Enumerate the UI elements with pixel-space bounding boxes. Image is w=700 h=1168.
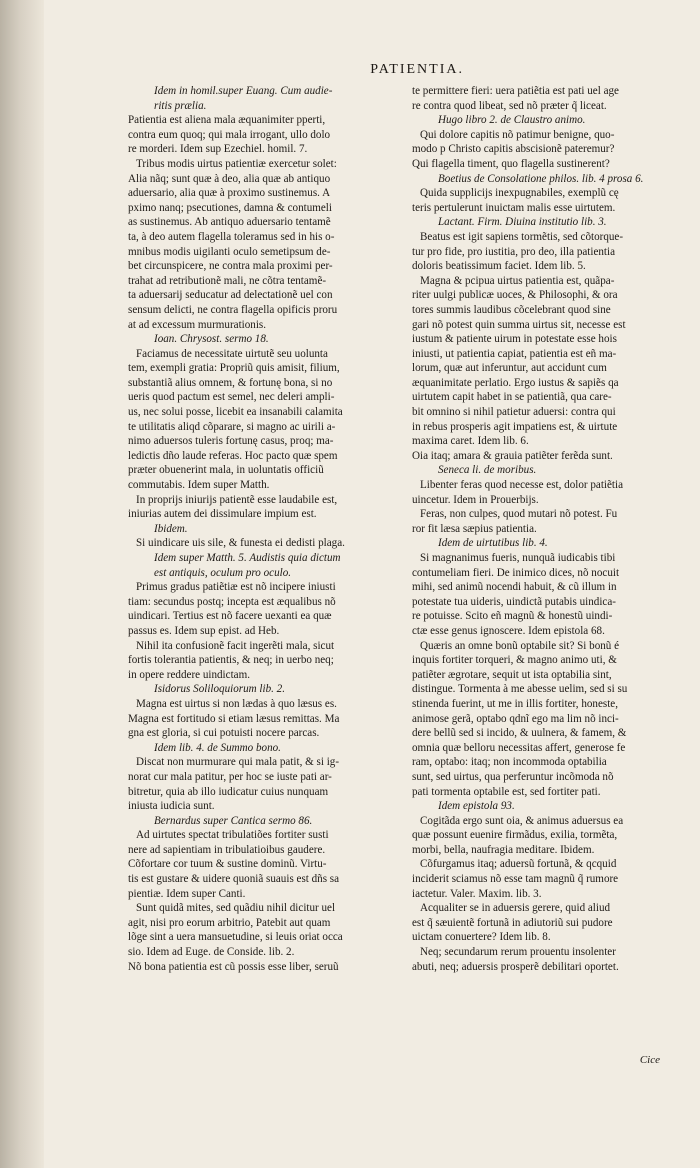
- text-line: omnia quæ belloru necessitas affert, generose fe: [412, 741, 626, 754]
- text-line: modo p Christo capitis abscisionẽ pateremur?: [412, 143, 615, 156]
- text-line: Magna est fortitudo si etiam læsus remittas. Ma: [128, 712, 340, 725]
- text-line: tur pro fide, pro iustitia, pro deo, illa patientia: [412, 245, 616, 258]
- text-line: Oia itaq; amara & grauia patiẽter ferẽda sunt.: [412, 449, 613, 462]
- text-line: bitretur, quia ab illo iudicatur cuius nunquam: [128, 785, 329, 798]
- text-line: ctæ esse genus ignoscere. Idem epistola 68.: [412, 624, 605, 637]
- text-line: Primus gradus patiẽtiæ est nõ incipere iniusti: [136, 581, 336, 594]
- text-line: nimo aduersos tuleris fortunę casus, proq; ma-: [128, 435, 334, 448]
- text-line: sensum delicti, ne contra flagella opificis proru: [128, 303, 338, 316]
- text-line: Si uindicare uis sile, & funesta ei dedisti plaga.: [136, 537, 345, 550]
- text-line: est q̃ sæuientẽ fortunã in adiutoriũ sui pudore: [412, 916, 613, 929]
- text-line: iniurias autem dei dissimulare impium est.: [128, 508, 317, 521]
- text-line: patiẽter ægrotare, sequit ut ista optabilia sint,: [412, 668, 612, 681]
- text-line: præter obuenerint mala, in uoluntatis officiũ: [128, 464, 324, 477]
- text-line: bet circunspicere, ne contra mala proximi per-: [128, 260, 333, 273]
- text-line: teris pertulerunt inuictam malis esse uirtutem.: [412, 201, 616, 214]
- text-line: tores summis laudibus cõcelebrant quod sine: [412, 303, 611, 316]
- text-line: tiam: secundus postq; incepta est æqualibus nõ: [128, 595, 336, 608]
- text-line: trahat ad retributionẽ mali, ne cõtra tentamẽ-: [128, 274, 327, 287]
- source-reference-line: Boetius de Consolatione philos. lib. 4 prosa 6.: [438, 172, 644, 185]
- text-line: Cogitãda ergo sunt oia, & animus aduersus ea: [420, 814, 624, 827]
- text-line: te utilitatis aliqd cõparare, si magno ac uirili a-: [128, 420, 336, 433]
- source-reference-line: Idem in homil.super Euang. Cum audie-: [154, 85, 333, 97]
- text-line: uincetur. Idem in Prouerbijs.: [412, 493, 539, 506]
- text-line: norat cur mala patitur, per hoc se iuste pati ar-: [128, 770, 332, 783]
- text-line: Neq; secundarum rerum prouentu insolenter: [420, 946, 616, 959]
- running-title: PATIENTIA.: [370, 62, 464, 77]
- text-line: tem, exempli gratia: Propriũ quis amisit, filium,: [128, 362, 340, 375]
- catchword: Cice: [639, 1054, 660, 1066]
- text-line: inciderit sciamus nõ esse tam magnũ q̃ rumore: [412, 873, 619, 886]
- text-line: Cõfortare cor tuum & sustine dominũ. Virtu-: [128, 858, 327, 871]
- text-line: æquanimitate perlatio. Ergo iustus & sapiẽs qa: [412, 376, 619, 389]
- text-line: Quæris an omne bonũ optabile sit? Si bonũ é: [420, 639, 620, 652]
- text-line: ram, optabo: itaq; non incommoda optabilia: [412, 756, 607, 769]
- text-line: Sunt quidã mites, sed quãdiu nihil dicitur uel: [136, 902, 336, 915]
- text-line: Feras, non culpes, quod mutari nõ potest. Fu: [420, 508, 618, 521]
- text-line: dere bellũ sed si incido, & uulnera, & famem, &: [412, 727, 627, 740]
- text-line: potestate tua uideris, uindictã putabis uindica-: [412, 595, 616, 608]
- text-line: Quida supplicijs inexpugnabiles, exemplũ cę: [420, 187, 619, 200]
- text-line: lorum, quæ aut inferuntur, aut accidunt cum: [412, 362, 607, 375]
- left-text-column: [128, 84, 422, 974]
- text-line: iniusta iudicia sunt.: [128, 800, 215, 813]
- text-line: Qui dolore capitis nõ patimur benigne, quo-: [420, 128, 615, 141]
- text-line: re contra quod libeat, sed nõ præter q̃ liceat.: [412, 99, 607, 112]
- text-line: contumeliam fieri. De inimico dices, nõ nocuit: [412, 566, 620, 579]
- text-line: Alia nãq; sunt quæ à deo, alia quæ ab antiquo: [128, 172, 331, 185]
- text-line: Magna & pcipua uirtus patientia est, quãpa-: [420, 274, 615, 287]
- text-line: iactetur. Valer. Maxim. lib. 3.: [412, 887, 542, 900]
- text-line: ta, à deo autem flagella toleramus sed in his o-: [128, 230, 335, 243]
- text-line: contra eum quoq; qui mala irrogant, ullo dolo: [128, 128, 331, 141]
- source-reference-line: Seneca li. de moribus.: [438, 464, 537, 477]
- text-line: iniusti, ut patientia capiat, patientia est eñ ma-: [412, 347, 617, 360]
- text-line: ta aduersarij seducatur ad delectationẽ uel con: [128, 289, 333, 302]
- text-line: in rebus prosperis agit impatiens est, & uirtute: [412, 420, 618, 433]
- text-line: sunt, sed uirtus, qua perferuntur incõmoda nõ: [412, 770, 614, 783]
- text-line: commutabis. Idem super Matth.: [128, 479, 270, 492]
- text-line: Cõfurgamus itaq; aduersũ fortunã, & qcquid: [420, 858, 617, 871]
- source-reference-line: ritis prælia.: [154, 99, 207, 112]
- text-line: Nihil ita confusionẽ facit ingerẽti mala, sicut: [136, 639, 335, 652]
- text-line: sio. Idem ad Euge. de Conside. lib. 2.: [128, 946, 295, 959]
- source-reference-line: Lactant. Firm. Diuina institutio lib. 3.: [438, 216, 607, 229]
- text-line: quæ possunt euenire firmãdus, exilia, tormẽta,: [412, 829, 618, 842]
- text-line: doloris beatissimum faciet. Idem lib. 5.: [412, 260, 586, 273]
- text-line: riter uulgi publicæ uoces, & Philosophi, & ora: [412, 289, 618, 302]
- source-reference-line: Isidorus Soliloquiorum lib. 2.: [154, 683, 285, 696]
- text-line: re morderi. Idem sup Ezechiel. homil. 7.: [128, 143, 308, 156]
- text-line: re potuisse. Scito eñ magnũ & honestũ uindi-: [412, 610, 613, 623]
- source-reference-line: Ioan. Chrysost. sermo 18.: [154, 333, 269, 346]
- text-line: nere ad sapientiam in tribulatioibus gaudere.: [128, 843, 326, 856]
- text-line: ledictis dño laude referas. Hoc pacto quæ spem: [128, 449, 338, 462]
- text-line: mihi, sed animũ nocendi habuit, & cũ illum in: [412, 581, 617, 594]
- text-line: Tribus modis uirtus patientiæ exercetur solet:: [136, 157, 337, 170]
- text-line: pximo nanq; psecutiones, damna & contumeli: [128, 201, 332, 214]
- text-line: abuti, neq; aduersis prosperẽ debilitari oportet.: [412, 960, 619, 973]
- text-line: at ad excessum murmurationis.: [128, 318, 267, 331]
- text-line: aduersario, alia quæ à proximo sustinemus. A: [128, 187, 331, 200]
- text-line: bit omnino si nihil patietur aduersi: contra qui: [412, 406, 616, 419]
- text-line: as sustinemus. Ab antiquo aduersario tentamẽ: [128, 216, 331, 229]
- text-line: in opere reddere uindictam.: [128, 668, 250, 681]
- text-line: uirtutem capit habet in se patientiã, qua care-: [412, 391, 612, 404]
- text-line: Ad uirtutes spectat tribulatiões fortiter susti: [136, 829, 329, 842]
- text-line: ueris quod pactum est semel, nec deleri ampli-: [128, 391, 335, 404]
- text-line: Discat non murmurare qui mala patit, & si ig-: [136, 756, 340, 769]
- text-line: stinenda fuerint, ut me in illis fortiter, honeste,: [412, 697, 618, 710]
- text-line: substantiã alius omnem, & fortunę bona, si no: [128, 376, 333, 389]
- source-reference-line: Bernardus super Cantica sermo 86.: [154, 814, 313, 827]
- text-line: mnibus modis uigilanti oculo semetipsum de-: [128, 245, 331, 258]
- text-line: distingue. Tormenta à me abesse uelim, sed si su: [412, 683, 628, 696]
- source-reference-line: est antiquis, oculum pro oculo.: [154, 566, 292, 579]
- text-line: Acqualiter se in aduersis gerere, quid aliud: [420, 902, 611, 915]
- text-line: uictam conuertere? Idem lib. 8.: [412, 931, 551, 944]
- text-line: iustum & patiente uirum in potestate esse hois: [412, 333, 617, 346]
- text-line: Patientia est aliena mala æquanimiter pperti,: [128, 114, 326, 127]
- text-line: Beatus est igit sapiens tormẽtis, sed cõtorque-: [420, 230, 624, 243]
- text-line: Magna est uirtus si non lædas à quo læsus es.: [136, 697, 337, 710]
- text-line: gari nõ potest quin summa uirtus sit, necesse est: [412, 318, 626, 331]
- source-reference-line: Idem lib. 4. de Summo bono.: [154, 741, 281, 754]
- text-line: gna est gloria, si cui potuisti nocere parcas.: [128, 727, 320, 740]
- source-reference-line: Hugo libro 2. de Claustro animo.: [438, 114, 586, 127]
- text-line: lõge sint a uera mansuetudine, si leuis oriat occa: [128, 931, 343, 944]
- text-line: Si magnanimus fueris, nunquã iudicabis tibi: [420, 552, 616, 564]
- text-line: inquis fortiter torqueri, & magno animo uti, &: [412, 654, 617, 667]
- text-line: In proprijs iniurijs patientẽ esse laudabile est,: [136, 493, 338, 506]
- source-reference-line: Idem super Matth. 5. Audistis quia dictum: [154, 552, 341, 564]
- text-line: Libenter feras quod necesse est, dolor patiẽtia: [420, 479, 623, 492]
- source-reference-line: Ibidem.: [154, 522, 188, 535]
- text-line: passus es. Idem sup epist. ad Heb.: [128, 624, 280, 637]
- source-reference-line: Idem de uirtutibus lib. 4.: [438, 537, 548, 550]
- text-line: morbi, bella, naufragia meditare. Ibidem.: [412, 843, 595, 856]
- text-line: Qui flagella timent, quo flagella sustinerent?: [412, 157, 610, 170]
- text-line: uindicari. Tertius est nõ facere uexanti ea quæ: [128, 610, 332, 623]
- page-gutter-shadow: [0, 0, 44, 1168]
- text-line: pati tormenta optabile est, sed fortiter pati.: [412, 785, 601, 798]
- text-line: pientiæ. Idem super Canti.: [128, 887, 246, 900]
- right-text-column: [412, 84, 700, 974]
- text-line: Faciamus de necessitate uirtutẽ seu uolunta: [136, 347, 328, 360]
- text-line: us, nec solui posse, licebit ea insanabili calamita: [128, 406, 343, 419]
- text-line: agit, nisi pro eorum arbitrio, Patebit aut quam: [128, 916, 331, 929]
- text-line: animose gerã, optabo qdnĩ ego ma lim nõ inci-: [412, 712, 619, 725]
- text-line: te permittere fieri: uera patiẽtia est pati uel age: [412, 85, 619, 97]
- text-line: ror fit læsa sæpius patientia.: [412, 522, 537, 535]
- text-line: tis est gustare & uidere quoniã suauis est dñs sa: [128, 873, 340, 886]
- text-line: fortis tolerantia patientis, & neq; in uerbo neq;: [128, 654, 334, 667]
- text-line: maxima caret. Idem lib. 6.: [412, 435, 529, 448]
- source-reference-line: Idem epistola 93.: [438, 800, 515, 813]
- text-line: Nõ bona patientia est cũ possis esse liber, seruũ: [128, 960, 339, 973]
